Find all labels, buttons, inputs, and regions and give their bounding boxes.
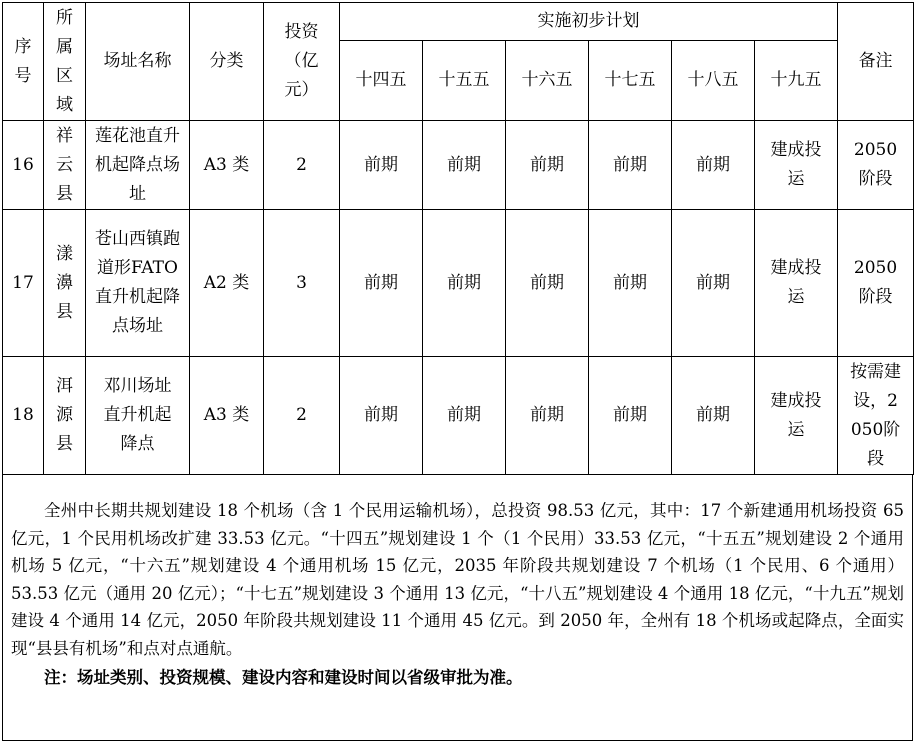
period-17: 十七五	[589, 41, 672, 121]
row-plan-14: 前期	[340, 210, 423, 357]
table-row	[3, 210, 914, 357]
row-investment: 2	[264, 357, 340, 475]
row-remark: 2050阶段	[838, 121, 914, 210]
table-row	[3, 121, 914, 210]
row-seq: 18	[3, 357, 44, 475]
header-category: 分类	[190, 3, 264, 121]
row-plan-18: 前期	[672, 121, 755, 210]
period-18: 十八五	[672, 41, 755, 121]
row-region: 漾濞县	[44, 210, 86, 357]
row-plan-17: 前期	[589, 210, 672, 357]
row-site: 莲花池直升机起降点场址	[86, 121, 190, 210]
airport-plan-document	[2, 2, 913, 741]
row-region: 洱源县	[44, 357, 86, 475]
row-investment: 3	[264, 210, 340, 357]
row-plan-14: 前期	[340, 121, 423, 210]
row-plan-17: 前期	[589, 121, 672, 210]
row-plan-18: 前期	[672, 210, 755, 357]
period-14: 十四五	[340, 41, 423, 121]
row-site: 邓川场址直升机起降点	[86, 357, 190, 475]
table-row	[3, 357, 914, 475]
row-seq: 16	[3, 121, 44, 210]
row-plan-15: 前期	[423, 121, 506, 210]
row-plan-19: 建成投运	[755, 210, 838, 357]
row-region: 祥云县	[44, 121, 86, 210]
period-15: 十五五	[423, 41, 506, 121]
airport-plan-table	[2, 2, 914, 475]
header-region: 所属区域	[44, 3, 86, 121]
row-seq: 17	[3, 210, 44, 357]
header-site: 场址名称	[86, 3, 190, 121]
row-site: 苍山西镇跑道形FATO 直升机起降点场址	[86, 210, 190, 357]
row-plan-15: 前期	[423, 210, 506, 357]
summary-paragraph: 全州中长期共规划建设 18 个机场（含 1 个民用运输机场），总投资 98.53 亿元，其中：17 个新建通用机场投资 65 亿元，1 个民用机场改扩建 33.53 亿元。“十四五”规划建设 1 个（1 个民用）33.53 亿元，“十五五”规划建设 2 个通用机场 5 亿元，“十六五”规划建设 4 个通用机场 15 亿元，2035 年阶段共规划建设 7 个机场（1 个民用、6 个通用）53.53 亿元（通用 20 亿元）；“十七五”规划建设 3 个通用 13 亿元，“十八五”规划建设 4 个通用 18 亿元，“十九五”规划建设 4 个通用 14 亿元，2050 年阶段共规划建设 11 个通用 45 亿元。到 2050 年，全州有 18 个机场或起降点，全面实现“县县有机场”和点对点通航。	[11, 501, 904, 658]
row-category: A3 类	[190, 121, 264, 210]
header-remark: 备注	[838, 3, 914, 121]
header-row	[3, 3, 914, 41]
row-category: A2 类	[190, 210, 264, 357]
row-plan-19: 建成投运	[755, 121, 838, 210]
row-remark: 2050阶段	[838, 210, 914, 357]
header-investment: 投资（亿元）	[264, 3, 340, 121]
header-plan-group: 实施初步计划	[340, 3, 838, 41]
period-16: 十六五	[506, 41, 589, 121]
header-seq: 序号	[3, 3, 44, 121]
summary-box	[2, 475, 913, 741]
row-plan-14: 前期	[340, 357, 423, 475]
approval-note: 注：场址类别、投资规模、建设内容和建设时间以省级审批为准。	[44, 668, 523, 687]
row-plan-16: 前期	[506, 357, 589, 475]
row-category: A3 类	[190, 357, 264, 475]
row-plan-16: 前期	[506, 210, 589, 357]
row-investment: 2	[264, 121, 340, 210]
period-19: 十九五	[755, 41, 838, 121]
row-plan-15: 前期	[423, 357, 506, 475]
row-plan-19: 建成投运	[755, 357, 838, 475]
row-plan-17: 前期	[589, 357, 672, 475]
row-plan-18: 前期	[672, 357, 755, 475]
row-plan-16: 前期	[506, 121, 589, 210]
row-remark: 按需建设，2050阶段	[838, 357, 914, 475]
